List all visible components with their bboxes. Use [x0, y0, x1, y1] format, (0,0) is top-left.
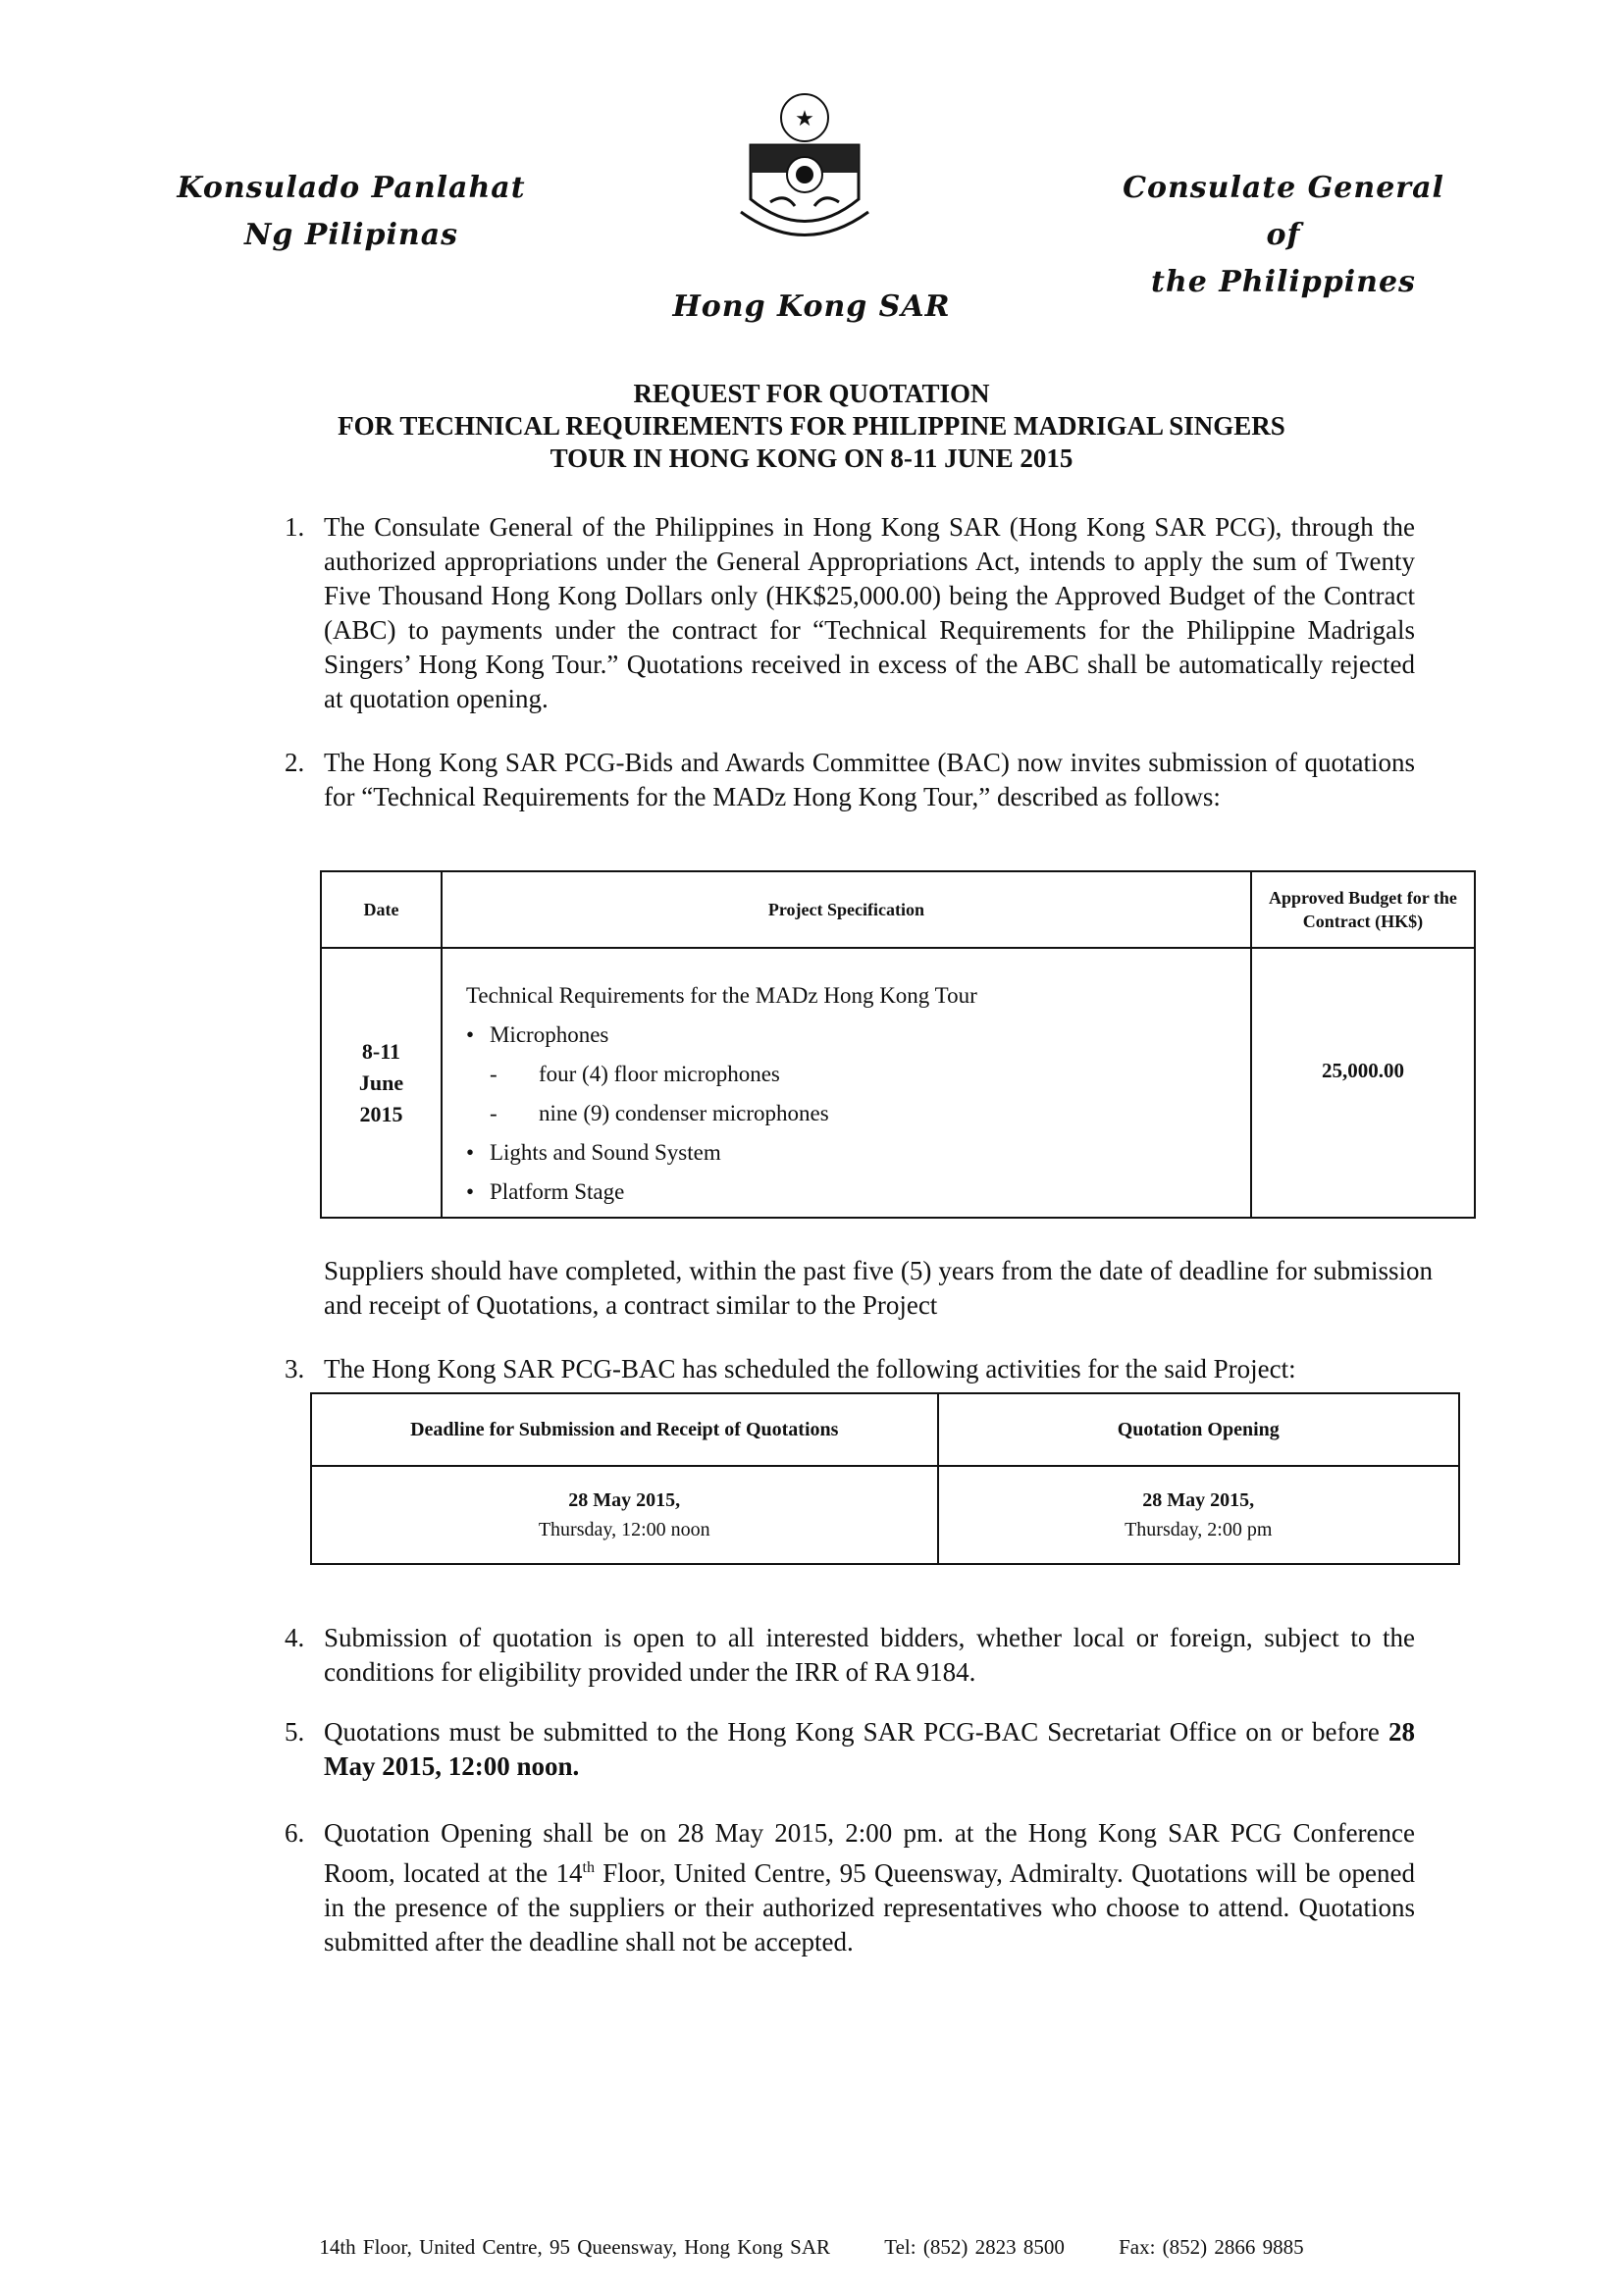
paragraph-5-number: 5.: [285, 1717, 305, 1747]
letterhead-center: Hong Kong SAR: [672, 289, 951, 324]
letterhead-right: [1107, 165, 1460, 306]
deadline-time: Thursday, 12:00 noon: [538, 1519, 710, 1540]
letterhead-left-line1: Konsulado Panlahat: [177, 171, 526, 205]
specification-table: [320, 870, 1476, 1219]
paragraph-6: [285, 1816, 1415, 1959]
title-line3: TOUR IN HONG KONG ON 8-11 JUNE 2015: [550, 444, 1073, 473]
paragraph-4-number: 4.: [285, 1623, 305, 1652]
letterhead-right-line1: Consulate General of: [1123, 171, 1444, 252]
paragraph-1-text: The Consulate General of the Philippines in Hong Kong SAR (Hong Kong SAR PCG), through the authorized appropriations under the General Appropriations Act, intends to apply the sum of Twenty Five Thousand Hong Kong Dollars only (HK$25,000.00) being the Approved Budget of the Contract (ABC) to payments under the contract for “Technical Requirements for the Philippine Madrigals Singers’ Hong Kong Tour.” Quotations received in excess of the ABC shall be automatically rejected at quotation opening.: [324, 512, 1415, 713]
spec-header-date: Date: [321, 871, 442, 948]
footer-telephone: Tel: (852) 2823 8500: [884, 2235, 1065, 2259]
paragraph-1: [285, 510, 1415, 716]
paragraph-3-text: The Hong Kong SAR PCG-BAC has scheduled the following activities for the said Project:: [324, 1354, 1296, 1383]
letterhead-right-line2: the Philippines: [1151, 265, 1416, 299]
paragraph-1-number: 1.: [285, 512, 305, 542]
spec-details-cell: [442, 948, 1251, 1218]
schedule-opening-cell: [938, 1466, 1460, 1564]
spec-date-line2: June: [358, 1070, 404, 1095]
paragraph-5: [285, 1715, 1415, 1784]
schedule-table: [310, 1392, 1460, 1565]
spec-subitem-condenser-mics: - nine (9) condenser microphones: [466, 1094, 1249, 1133]
spec-item-lights-sound: • Lights and Sound System: [466, 1133, 1249, 1173]
schedule-deadline-cell: [311, 1466, 938, 1564]
philippine-seal-icon: [731, 86, 878, 253]
title-line1: REQUEST FOR QUOTATION: [633, 379, 990, 408]
spec-item-platform-stage: • Platform Stage: [466, 1173, 1249, 1212]
paragraph-2-text: The Hong Kong SAR PCG-Bids and Awards Committee (BAC) now invites submission of quotations for “Technical Requirements for the MADz Hong Kong Tour,” described as follows:: [324, 748, 1415, 811]
paragraph-5-text: Quotations must be submitted to the Hong Kong SAR PCG-BAC Secretariat Office on or before: [324, 1717, 1380, 1747]
paragraph-4-text: Submission of quotation is open to all interested bidders, whether local or foreign, subject to the conditions for eligibility provided under the IRR of RA 9184.: [324, 1623, 1415, 1687]
footer-address: 14th Floor, United Centre, 95 Queensway, Hong Kong SAR: [319, 2235, 830, 2259]
page-footer: [0, 2235, 1623, 2260]
title-line2: FOR TECHNICAL REQUIREMENTS FOR PHILIPPINE MADRIGAL SINGERS: [338, 411, 1285, 441]
spec-date-cell: [321, 948, 442, 1218]
suppliers-note: Suppliers should have completed, within the past five (5) years from the date of deadline for submission and receipt of Quotations, a contract similar to the Project: [324, 1256, 1433, 1320]
spec-header-specification: Project Specification: [442, 871, 1251, 948]
opening-date: 28 May 2015,: [1142, 1489, 1255, 1511]
paragraph-4: [285, 1621, 1415, 1690]
deadline-date: 28 May 2015,: [568, 1489, 681, 1511]
spec-title: Technical Requirements for the MADz Hong Kong Tour: [465, 982, 977, 1008]
paragraph-6-text-b: Floor, United Centre, 95 Queensway, Admiralty. Quotations will be opened in the presence of the suppliers or their authorized representatives who choose to attend. Quotations submitted after the deadline shall not be accepted.: [324, 1858, 1415, 1957]
footer-fax: Fax: (852) 2866 9885: [1119, 2235, 1304, 2259]
letterhead-left-line2: Ng Pilipinas: [243, 218, 459, 252]
opening-time: Thursday, 2:00 pm: [1125, 1519, 1273, 1540]
spec-date-line1: 8-11: [361, 1038, 401, 1064]
paragraph-6-text-a: Quotation Opening shall be on 28 May 2015, 2:00 pm. at the Hong Kong SAR PCG Conference Room, located at the 14: [324, 1818, 1415, 1888]
paragraph-3: [285, 1352, 1415, 1386]
paragraph-6-number: 6.: [285, 1818, 305, 1848]
paragraph-3-number: 3.: [285, 1354, 305, 1383]
paragraph-5-deadline: 28 May 2015, 12:00 noon.: [324, 1717, 1415, 1781]
paragraph-2-number: 2.: [285, 748, 305, 777]
spec-subitem-floor-mics: - four (4) floor microphones: [466, 1055, 1249, 1094]
schedule-header-deadline: Deadline for Submission and Receipt of Quotations: [311, 1393, 938, 1466]
svg-text:★: ★: [795, 107, 814, 131]
spec-header-budget: Approved Budget for the Contract (HK$): [1251, 871, 1475, 948]
schedule-header-opening: Quotation Opening: [938, 1393, 1460, 1466]
letterhead-left: [175, 165, 528, 259]
spec-date-line3: 2015: [359, 1101, 403, 1126]
paragraph-6-superscript: th: [582, 1859, 595, 1876]
document-title: [0, 378, 1623, 475]
spec-budget-cell: 25,000.00: [1251, 948, 1475, 1218]
spec-item-microphones: • Microphones: [466, 1016, 1249, 1055]
paragraph-2: [285, 746, 1415, 814]
